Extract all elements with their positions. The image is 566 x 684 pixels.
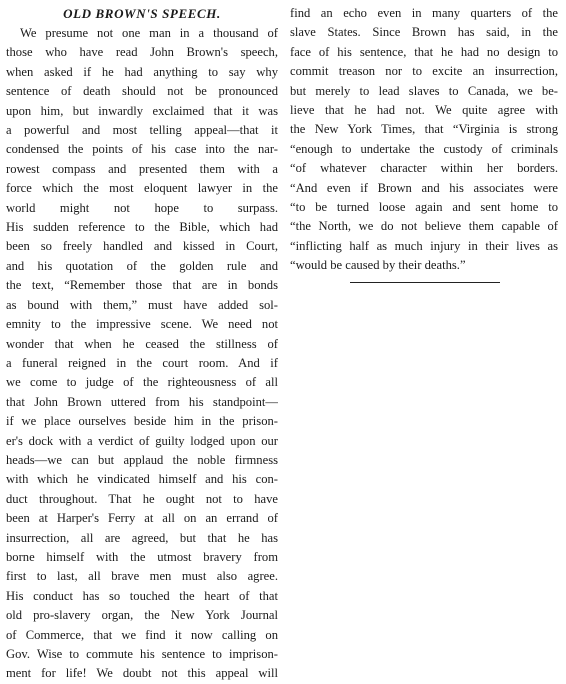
- left-column-body: [6, 24, 278, 684]
- text-line: lieve that he had not. We quite agree with: [290, 103, 558, 118]
- text-line: “to be turned loose again and sent home to: [290, 200, 558, 215]
- text-line: the New York Times, that “Virginia is strong: [290, 122, 558, 137]
- text-line: but merely to lead slaves to Canada, we be-: [290, 83, 558, 98]
- text-line: those who have read John Brown's speech,: [6, 45, 278, 60]
- text-line: force which the most eloquent lawyer in the: [6, 181, 278, 196]
- text-line: wonder that when he ceased the stillness of: [6, 336, 278, 351]
- left-column: [6, 4, 278, 684]
- text-line: upon him, but inwardly exclaimed that it was: [6, 103, 278, 118]
- article-end-rule: [350, 282, 500, 283]
- text-line: we come to judge of the righteousness of all: [6, 375, 278, 390]
- text-line: “And even if Brown and his associates were: [290, 180, 558, 195]
- text-line: when asked if he had anything to say why: [6, 64, 278, 79]
- text-line: first to last, all brave men must also agree.: [6, 569, 278, 584]
- text-line: insurrection, all are agreed, but that he has: [6, 530, 278, 545]
- text-line: the text, “Remember those that are in bonds: [6, 278, 278, 293]
- text-line: “of whatever character within her borders.: [290, 161, 558, 176]
- text-line: His conduct has so touched the heart of that: [6, 588, 278, 603]
- text-line: His sudden reference to the Bible, which had: [6, 220, 278, 235]
- text-line: ment for life! We doubt not this appeal will: [6, 666, 278, 681]
- text-line: commit treason nor to excite an insurrection,: [290, 64, 558, 79]
- text-line: find an echo even in many quarters of the: [290, 6, 558, 20]
- text-line: of Commerce, that we find it now calling on: [6, 627, 278, 642]
- text-line: “would be caused by their deaths.”: [290, 258, 466, 273]
- text-line: rowest compass and presented them with a: [6, 161, 278, 176]
- text-line: as bound with them,” must have added sol-: [6, 297, 278, 312]
- text-line: that John Brown uttered from his standpoint—: [6, 394, 278, 409]
- text-line: “enough to undertake the custody of criminals: [290, 141, 558, 156]
- text-line: We presume not one man in a thousand of: [20, 26, 278, 40]
- text-line: old pro-slavery organ, the New York Journal: [6, 608, 278, 623]
- text-line: world might not hope to surpass.: [6, 200, 278, 215]
- text-line: heads—we can but applaud the noble firmness: [6, 452, 278, 467]
- text-line: condensed the points of his case into the nar-: [6, 142, 278, 157]
- right-column-body: [290, 4, 558, 276]
- text-line: er's dock with a verdict of guilty lodged upon our: [6, 433, 278, 448]
- text-line: emnity to the impressive scene. We need not: [6, 317, 278, 332]
- text-line: slave States. Since Brown has said, in the: [290, 25, 558, 40]
- text-line: “inflicting half as much injury in their lives as: [290, 238, 558, 253]
- text-line: a powerful and most telling appeal—that it: [6, 123, 278, 138]
- text-line: and his quotation of the golden rule and: [6, 258, 278, 273]
- text-line: borne himself with the utmost bravery from: [6, 549, 278, 564]
- text-line: been at Harper's Ferry at all on an errand of: [6, 511, 278, 526]
- text-line: if we place ourselves beside him in the prison-: [6, 414, 278, 429]
- text-line: duct throughout. That he ought not to have: [6, 491, 278, 506]
- text-line: Gov. Wise to commute his sentence to imprison-: [6, 647, 278, 661]
- article-headline: OLD BROWN'S SPEECH.: [63, 6, 221, 21]
- text-line: a funeral reigned in the court room. And if: [6, 355, 278, 370]
- text-line: with which he vindicated himself and his con-: [6, 472, 278, 487]
- text-line: face of his sentence, that he had no design to: [290, 44, 558, 59]
- text-line: sentence of death should not be pronounced: [6, 84, 278, 99]
- text-line: been so freely handled and kissed in Court,: [6, 239, 278, 254]
- right-column: [290, 4, 558, 283]
- text-line: “the North, we do not believe them capable of: [290, 219, 558, 234]
